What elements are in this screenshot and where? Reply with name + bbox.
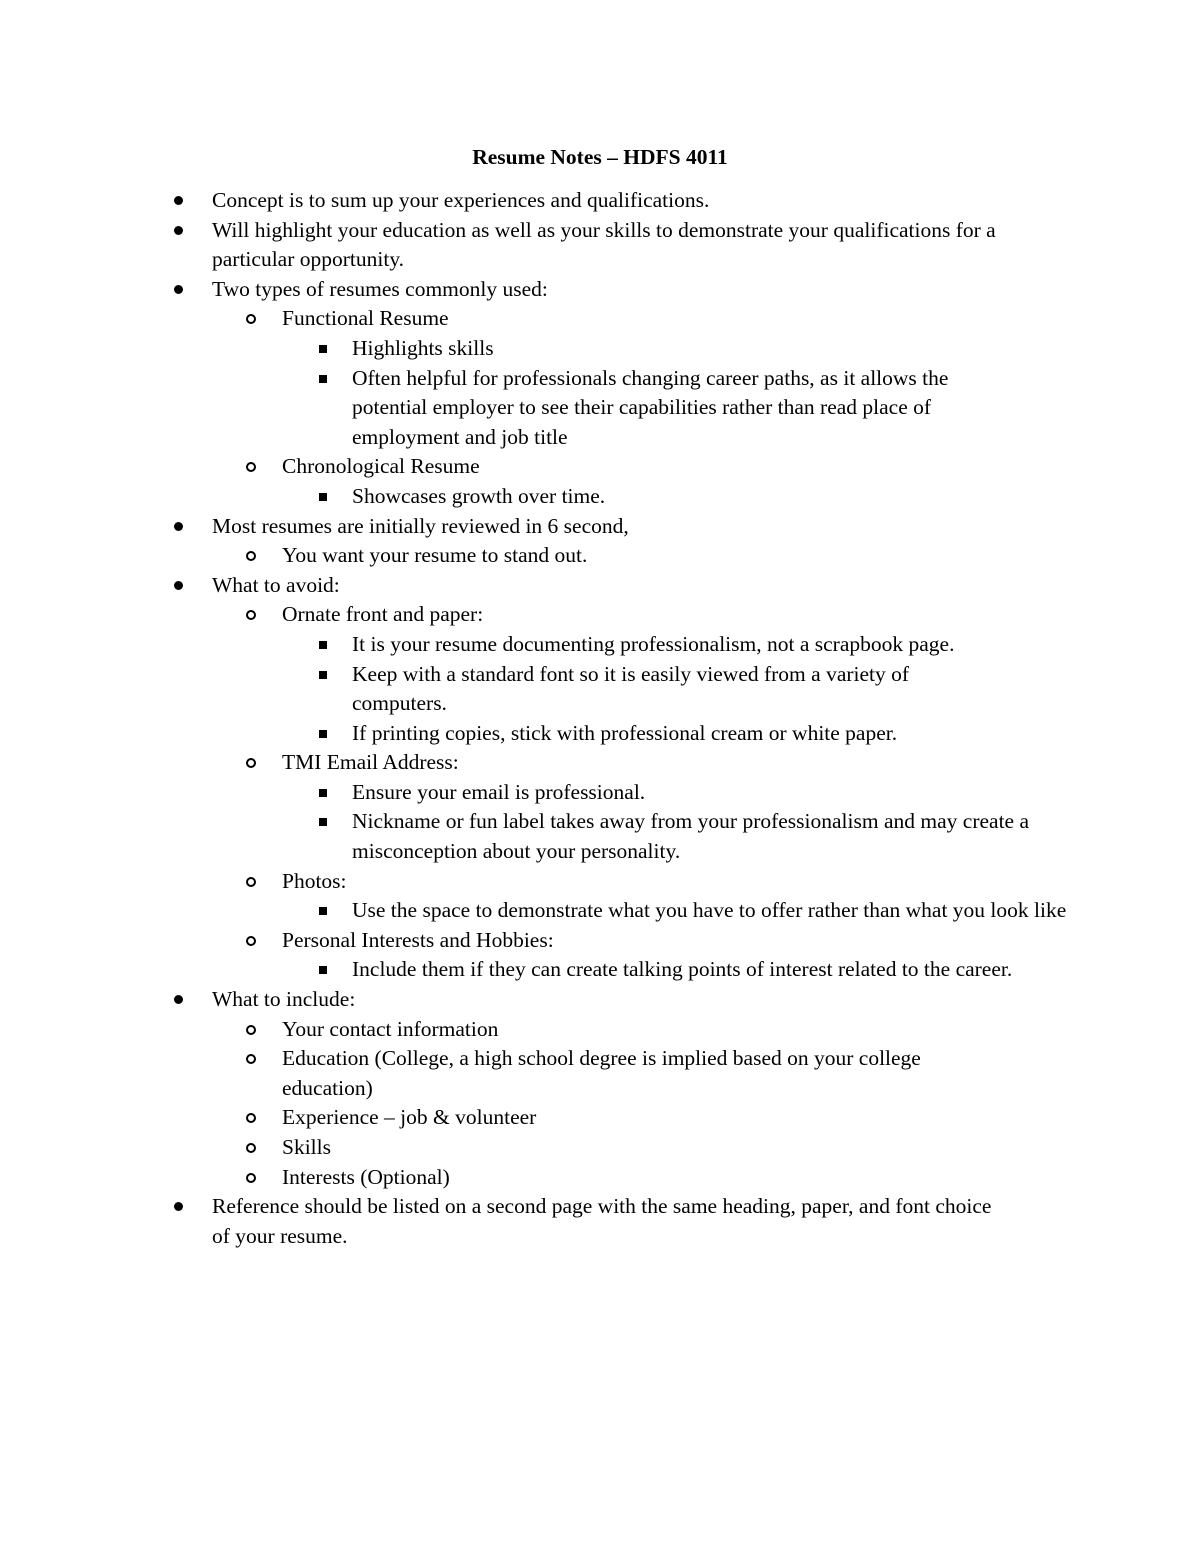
sub-list-item bbox=[0, 541, 1072, 571]
circle-bullet-icon bbox=[246, 551, 256, 561]
page-title: Resume Notes – HDFS 4011 bbox=[472, 145, 728, 169]
sub-sub-list-item-text: Keep with a standard font so it is easily viewed from a variety of computers. bbox=[352, 661, 910, 716]
sub-list-item-text: Ornate front and paper: bbox=[282, 602, 484, 627]
sub-sub-list-item-text: Ensure your email is professional. bbox=[352, 779, 646, 804]
sub-list-item bbox=[0, 748, 1072, 778]
circle-bullet-icon bbox=[246, 1054, 256, 1064]
bullet-icon bbox=[174, 1202, 183, 1211]
circle-bullet-icon bbox=[246, 936, 256, 946]
square-bullet-icon bbox=[319, 493, 327, 501]
notes-list bbox=[0, 186, 1072, 1251]
bullet-icon bbox=[174, 581, 183, 590]
circle-bullet-icon bbox=[246, 877, 256, 887]
bullet-icon bbox=[174, 285, 183, 294]
sub-sub-list-item-text: If printing copies, stick with professional cream or white paper. bbox=[352, 720, 898, 745]
sub-list-item bbox=[0, 1044, 1002, 1103]
sub-sub-list-item bbox=[0, 630, 1072, 660]
sub-list-item bbox=[0, 600, 1072, 630]
circle-bullet-icon bbox=[246, 462, 256, 472]
sub-sub-list-item-text: Showcases growth over time. bbox=[352, 483, 606, 508]
sub-sub-list-item bbox=[0, 482, 1072, 512]
list-item bbox=[0, 186, 1072, 216]
list-item bbox=[0, 512, 1072, 542]
square-bullet-icon bbox=[319, 789, 327, 797]
sub-sub-list-item bbox=[0, 778, 1072, 808]
sub-list-item bbox=[0, 452, 1072, 482]
circle-bullet-icon bbox=[246, 758, 256, 768]
circle-bullet-icon bbox=[246, 1143, 256, 1153]
bullet-icon bbox=[174, 995, 183, 1004]
sub-list-item-text: Interests (Optional) bbox=[282, 1164, 450, 1189]
sub-sub-list-item-text: Nickname or fun label takes away from your professionalism and may create a misconception about your personality. bbox=[352, 809, 1029, 864]
bullet-icon bbox=[174, 522, 183, 531]
sub-list-item-text: Functional Resume bbox=[282, 306, 449, 331]
sub-sub-list-item-text: Highlights skills bbox=[352, 335, 494, 360]
list-item bbox=[0, 216, 1072, 275]
sub-list-item-text: Photos: bbox=[282, 868, 347, 893]
sub-sub-list-item-text: Include them if they can create talking points of interest related to the career. bbox=[352, 957, 1013, 982]
square-bullet-icon bbox=[319, 966, 327, 974]
square-bullet-icon bbox=[319, 818, 327, 826]
sub-list-item-text: TMI Email Address: bbox=[282, 750, 459, 775]
sub-list-item bbox=[0, 1015, 1072, 1045]
sub-sub-list-item bbox=[0, 955, 1022, 985]
square-bullet-icon bbox=[319, 671, 327, 679]
list-item-text: What to avoid: bbox=[212, 572, 340, 597]
list-item-text: Concept is to sum up your experiences and qualifications. bbox=[212, 188, 710, 212]
list-item bbox=[0, 1192, 1012, 1251]
square-bullet-icon bbox=[319, 345, 327, 353]
sub-list-item-text: Personal Interests and Hobbies: bbox=[282, 927, 554, 952]
square-bullet-icon bbox=[319, 907, 327, 915]
sub-list-item bbox=[0, 926, 1072, 956]
list-item bbox=[0, 985, 1072, 1015]
sub-sub-list-item bbox=[0, 364, 1012, 453]
circle-bullet-icon bbox=[246, 1025, 256, 1035]
sub-sub-list-item-text: Often helpful for professionals changing career paths, as it allows the potential employer to see their capabilities rather than read place of employment and job title bbox=[352, 365, 949, 449]
square-bullet-icon bbox=[319, 375, 327, 383]
sub-list-item-text: Education (College, a high school degree is implied based on your college education) bbox=[282, 1046, 921, 1100]
sub-list-item bbox=[0, 1133, 1072, 1163]
sub-sub-list-item-text: Use the space to demonstrate what you have to offer rather than what you look like bbox=[352, 898, 1067, 923]
sub-list-item-text: Chronological Resume bbox=[282, 454, 480, 479]
square-bullet-icon bbox=[319, 641, 327, 649]
list-item-text: Will highlight your education as well as your skills to demonstrate your qualifications for a particular opportunity. bbox=[212, 217, 996, 272]
circle-bullet-icon bbox=[246, 1113, 256, 1123]
sub-sub-list-item-text: It is your resume documenting professionalism, not a scrapbook page. bbox=[352, 631, 955, 656]
sub-sub-list-item bbox=[0, 807, 1032, 866]
list-item-text: Reference should be listed on a second page with the same heading, paper, and font choice of your resume. bbox=[212, 1194, 992, 1248]
circle-bullet-icon bbox=[246, 1173, 256, 1183]
list-item-text: Two types of resumes commonly used: bbox=[212, 276, 548, 301]
sub-sub-list-item bbox=[0, 334, 1072, 364]
sub-list-item bbox=[0, 1103, 1072, 1133]
sub-list-item-text: Experience – job & volunteer bbox=[282, 1105, 537, 1130]
list-item bbox=[0, 571, 1072, 601]
sub-list-item bbox=[0, 304, 1072, 334]
circle-bullet-icon bbox=[246, 610, 256, 620]
list-item-text: What to include: bbox=[212, 987, 356, 1012]
circle-bullet-icon bbox=[246, 314, 256, 324]
sub-sub-list-item bbox=[0, 660, 992, 719]
sub-list-item bbox=[0, 867, 1072, 897]
square-bullet-icon bbox=[319, 730, 327, 738]
list-item-text: Most resumes are initially reviewed in 6 second, bbox=[212, 513, 629, 538]
sub-list-item-text: Your contact information bbox=[282, 1016, 499, 1041]
sub-list-item-text: Skills bbox=[282, 1135, 331, 1159]
sub-sub-list-item bbox=[0, 719, 1072, 749]
bullet-icon bbox=[174, 226, 183, 235]
sub-list-item bbox=[0, 1163, 1072, 1193]
sub-list-item-text: You want your resume to stand out. bbox=[282, 543, 588, 568]
bullet-icon bbox=[174, 196, 183, 205]
sub-sub-list-item bbox=[0, 896, 1072, 926]
list-item bbox=[0, 275, 1072, 305]
